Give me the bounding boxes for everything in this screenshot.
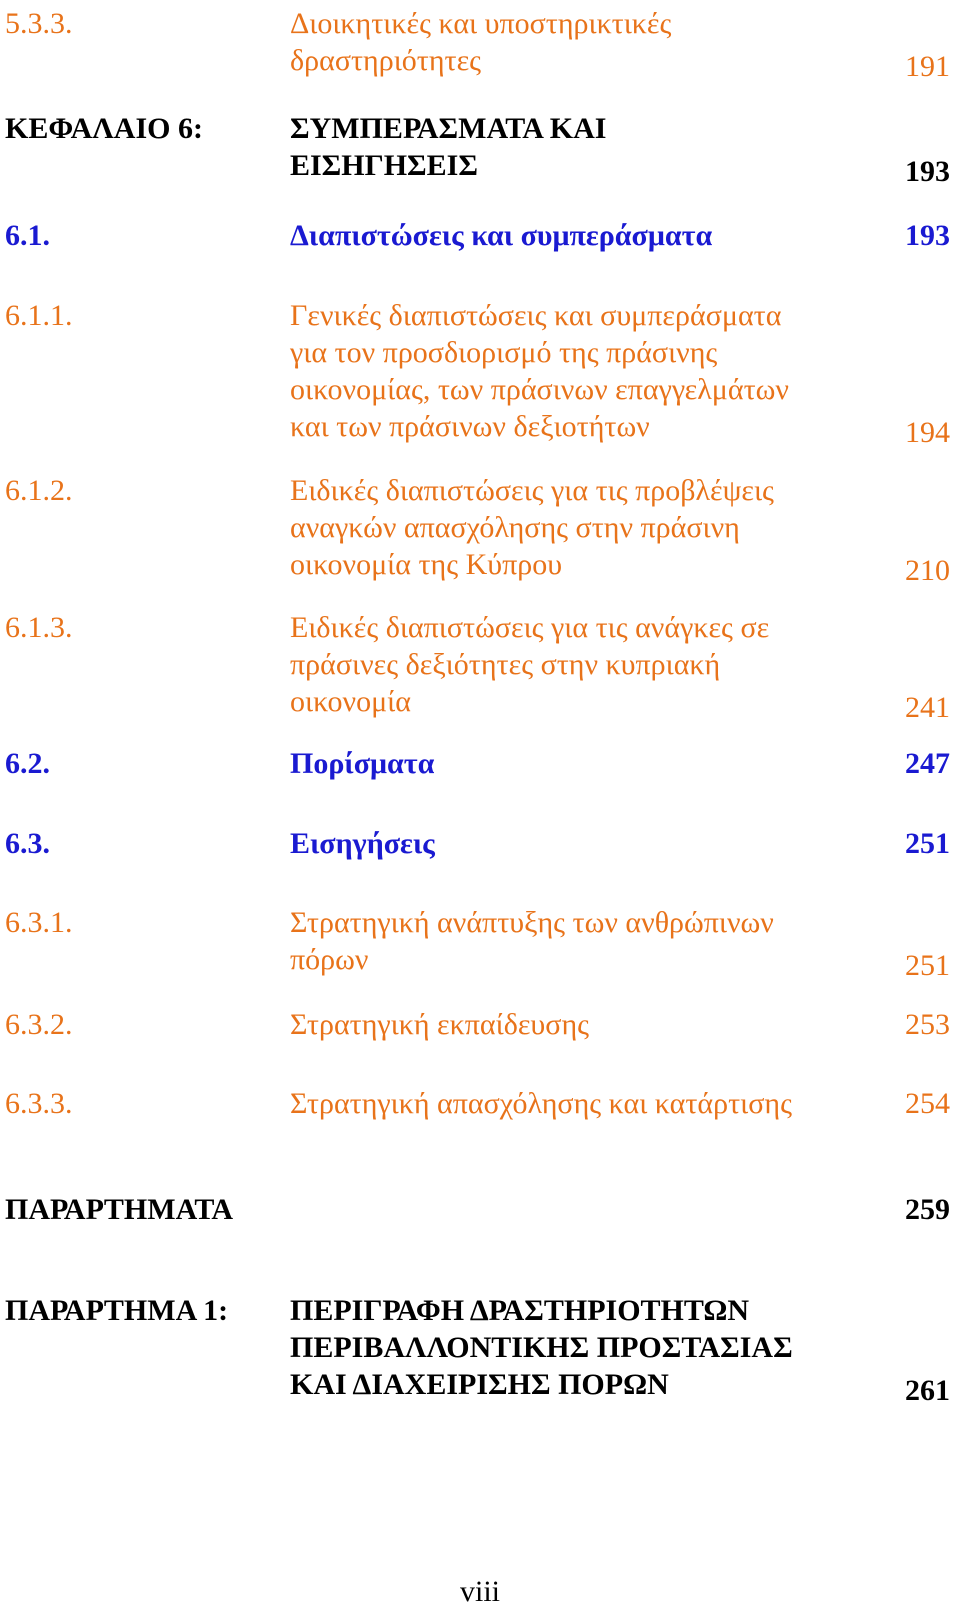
toc-entry [0, 297, 960, 449]
toc-entry-title [290, 297, 850, 445]
toc-entry-title-line: οικονομίας, των πράσινων επαγγελμάτων [290, 373, 789, 406]
toc-entry-title-line: ΠΕΡΙΓΡΑΦΗ ΔΡΑΣΤΗΡΙΟΤΗΤΩΝ [290, 1294, 750, 1327]
toc-entry-title-line: αναγκών απασχόλησης στην πράσινη [290, 511, 740, 544]
toc-entry-title-line: οικονομία της Κύπρου [290, 548, 563, 581]
toc-entry-page: 259 [905, 1193, 950, 1226]
toc-entry [0, 1085, 960, 1122]
toc-entry [0, 609, 960, 724]
toc-entry-number: 6.1.1. [5, 299, 73, 332]
toc-entry-title-line: Ειδικές διαπιστώσεις για τις προβλέψεις [290, 474, 774, 507]
toc-entry-page: 251 [905, 827, 950, 860]
toc-entry [0, 1292, 960, 1407]
toc-entry-number: 6.3.2. [5, 1008, 73, 1041]
toc-entry-page: 194 [905, 416, 950, 449]
toc-entry-number: 6.1.3. [5, 611, 73, 644]
toc-entry-number: 6.1. [5, 219, 50, 252]
toc-entry-title-line: Στρατηγική ανάπτυξης των ανθρώπινων [290, 906, 774, 939]
toc-entry-title-line: ΕΙΣΗΓΗΣΕΙΣ [290, 149, 478, 182]
page-number: viii [459, 1575, 500, 1608]
toc-entry-title [290, 217, 850, 254]
toc-entry-title [290, 1085, 850, 1122]
toc-entry [0, 1006, 960, 1043]
toc-entry [0, 472, 960, 587]
toc-entry-title-line: για τον προσδιορισμό της πράσινης [290, 336, 718, 369]
toc-entry-page: 253 [905, 1008, 950, 1041]
toc-entry-title-line: πράσινες δεξιότητες στην κυπριακή [290, 648, 721, 681]
toc-entry-title-line: ΚΑΙ ΔΙΑΧΕΙΡΙΣΗΣ ΠΟΡΩΝ [290, 1368, 669, 1401]
toc-entry-number: 6.1.2. [5, 474, 73, 507]
toc-entry-page: 193 [905, 219, 950, 252]
toc-entry-page: 191 [905, 50, 950, 83]
toc-entry-page: 247 [905, 747, 950, 780]
toc-entry-title-line: και των πράσινων δεξιοτήτων [290, 410, 650, 443]
toc-entry-title-line: Πορίσματα [290, 747, 435, 780]
toc-entry-number: ΚΕΦΑΛΑΙΟ 6: [5, 112, 203, 145]
toc-entry-page: 251 [905, 949, 950, 982]
toc-entry-title-line: Στρατηγική απασχόλησης και κατάρτισης [290, 1087, 792, 1120]
toc-entry-title-line: Ειδικές διαπιστώσεις για τις ανάγκες σε [290, 611, 770, 644]
toc-entry-title-line: Διοικητικές και υποστηρικτικές [290, 7, 672, 40]
toc-entry-number: 6.3.1. [5, 906, 73, 939]
toc-entry-title-line: Εισηγήσεις [290, 827, 435, 860]
toc-entry [0, 745, 960, 782]
toc-entry-page: 261 [905, 1374, 950, 1407]
toc-entry-page: 193 [905, 155, 950, 188]
toc-entry-number: ΠΑΡΑΡΤΗΜΑ 1: [5, 1294, 229, 1327]
toc-entry [0, 904, 960, 982]
toc-entry-title [290, 1292, 850, 1403]
toc-entry-title [290, 745, 850, 782]
toc-entry-title [290, 110, 850, 184]
toc-entry [0, 1191, 960, 1228]
toc-entry-title-line: δραστηριότητες [290, 44, 482, 77]
toc-entry-title-line: ΣΥΜΠΕΡΑΣΜΑΤΑ ΚΑΙ [290, 112, 607, 145]
toc-entry-number: 6.3. [5, 827, 50, 860]
toc-entry-page: 254 [905, 1087, 950, 1120]
toc-entry-title [290, 5, 850, 79]
toc-entry-number: 5.3.3. [5, 7, 73, 40]
toc-entry-title-line: Γενικές διαπιστώσεις και συμπεράσματα [290, 299, 782, 332]
toc-entry-title [290, 825, 850, 862]
toc-entry-number: 6.2. [5, 747, 50, 780]
toc-entry-title [290, 1006, 850, 1043]
toc-entry-title [290, 609, 850, 720]
toc-entry-title-line: Στρατηγική εκπαίδευσης [290, 1008, 590, 1041]
toc-entry [0, 825, 960, 862]
toc-entry-page: 210 [905, 554, 950, 587]
toc-entry [0, 217, 960, 254]
toc-entry-title-line: Διαπιστώσεις και συμπεράσματα [290, 219, 713, 252]
toc-entry-number: ΠΑΡΑΡΤΗΜΑΤΑ [5, 1193, 234, 1226]
toc-entry-title-line: ΠΕΡΙΒΑΛΛΟΝΤΙΚΗΣ ΠΡΟΣΤΑΣΙΑΣ [290, 1331, 793, 1364]
toc-entry-title [290, 472, 850, 583]
toc-entry-title-line: οικονομία [290, 685, 411, 718]
toc-entry-page: 241 [905, 691, 950, 724]
toc-entry-number: 6.3.3. [5, 1087, 73, 1120]
toc-entry [0, 5, 960, 83]
toc-entry [0, 110, 960, 188]
toc-entry-title [290, 904, 850, 978]
toc-entry-title-line: πόρων [290, 943, 369, 976]
